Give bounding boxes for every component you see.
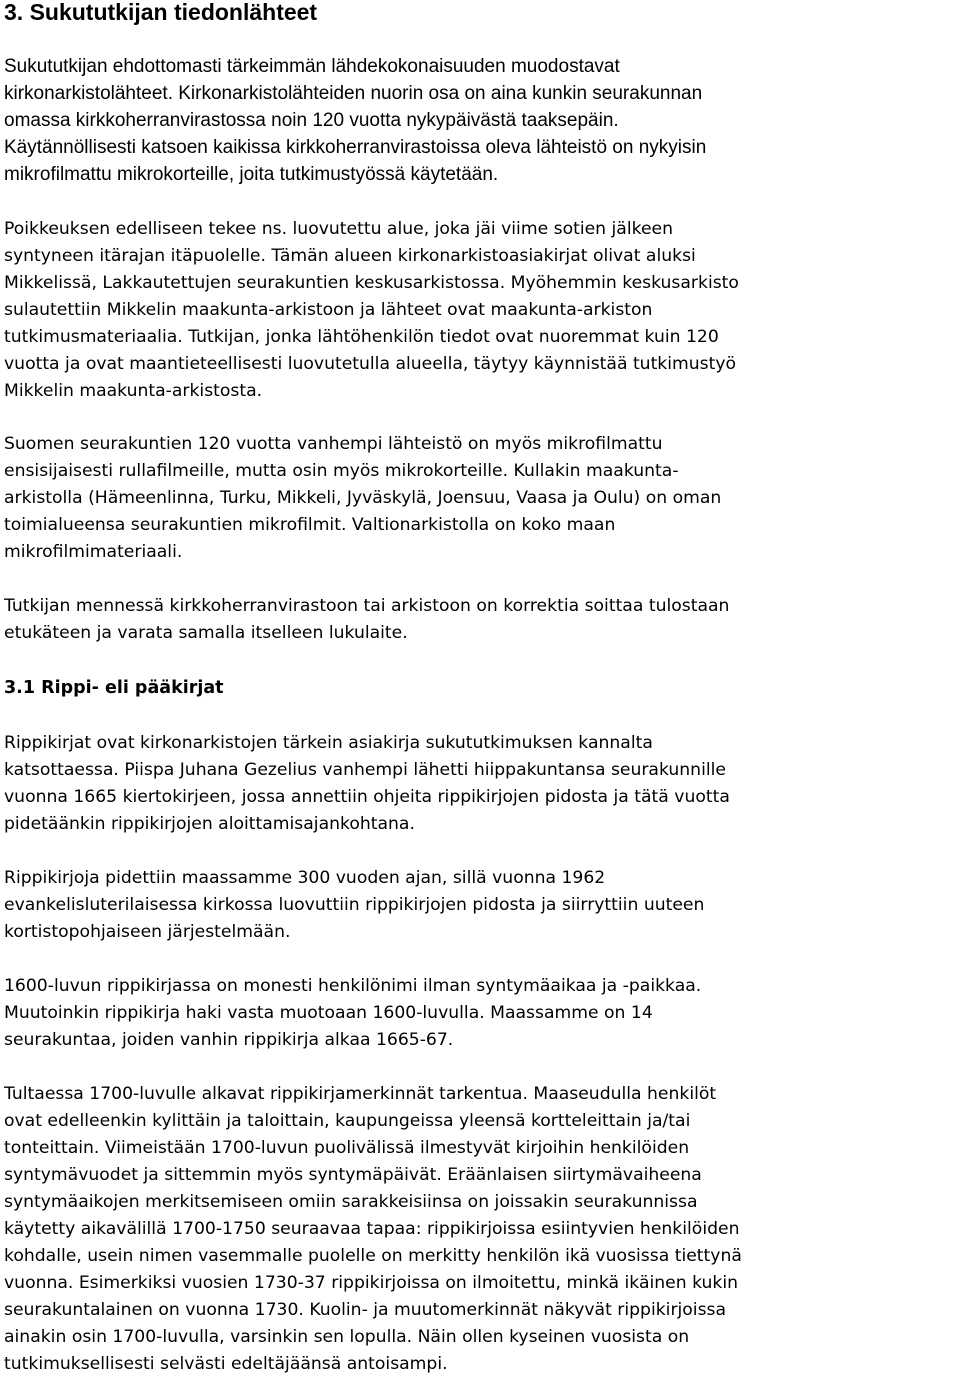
- text-line: 1600-luvun rippikirjassa on monesti henkilönimi ilman syntymäaikaa ja -paikkaa.: [4, 976, 702, 996]
- paragraph-1700s: [4, 1081, 742, 1378]
- text-line: seurakuntaa, joiden vanhin rippikirja alkaa 1665-67.: [4, 1030, 454, 1050]
- text-line: Käytännöllisesti katsoen kaikissa kirkkoherranvirastoissa oleva lähteistö on nykyisin: [4, 137, 707, 158]
- text-line: käytetty aikavälillä 1700-1750 seuraavaa tapaa: rippikirjoissa esiintyvien henkilöiden: [4, 1219, 740, 1239]
- text-line: syntymäaikojen merkitsemiseen omiin sarakkeisiinsa on joissakin seurakunnissa: [4, 1192, 698, 1212]
- text-line: Muutoinkin rippikirja haki vasta muotoaan 1600-luvulla. Maassamme on 14: [4, 1003, 653, 1023]
- text-line: syntyneen itärajan itäpuolelle. Tämän alueen kirkonarkistoasiakirjat olivat aluksi: [4, 246, 696, 266]
- text-line: etukäteen ja varata samalla itselleen lukulaite.: [4, 623, 408, 643]
- section-heading: [4, 0, 317, 26]
- text-line: Tultaessa 1700-luvulle alkavat rippikirjamerkinnät tarkentua. Maaseudulla henkilöt: [4, 1084, 717, 1104]
- text-line: vuotta ja ovat maantieteellisesti luovutetulla alueella, täytyy käynnistää tutkimustyö: [4, 354, 737, 374]
- text-line: kortistopohjaiseen järjestelmään.: [4, 922, 291, 942]
- text-line: Mikkelin maakunta-arkistosta.: [4, 381, 263, 401]
- paragraph-intro: [4, 53, 706, 188]
- text-line: ovat edelleenkin kylittäin ja taloittain, kaupungeissa yleensä kortteleittain ja/tai: [4, 1111, 691, 1131]
- text-line: toimialueensa seurakuntien mikrofilmit. Valtionarkistolla on koko maan: [4, 515, 616, 535]
- text-line: arkistolla (Hämeenlinna, Turku, Mikkeli, Jyväskylä, Joensuu, Vaasa ja Oulu) on oman: [4, 488, 722, 508]
- text-line: Mikkelissä, Lakkautettujen seurakuntien keskusarkistossa. Myöhemmin keskusarkisto: [4, 273, 739, 293]
- text-line: seurakuntalainen on vuonna 1730. Kuolin- ja muutomerkinnät näkyvät rippikirjoissa: [4, 1300, 727, 1320]
- subsection-heading-text: 3.1 Rippi- eli pääkirjat: [4, 678, 224, 698]
- text-line: tutkimusmateriaalia. Tutkijan, jonka lähtöhenkilön tiedot ovat nuoremmat kuin 120: [4, 327, 719, 347]
- text-line: vuonna. Esimerkiksi vuosien 1730-37 rippikirjoissa on ilmoitettu, minkä ikäinen kukin: [4, 1273, 739, 1293]
- text-line: Rippikirjoja pidettiin maassamme 300 vuoden ajan, sillä vuonna 1962: [4, 868, 606, 888]
- paragraph-1600s: [4, 973, 701, 1054]
- paragraph-ceded-area: [4, 216, 739, 405]
- text-line: Sukututkijan ehdottomasti tärkeimmän lähdekokonaisuuden muodostavat: [4, 56, 620, 77]
- text-line: katsottaessa. Piispa Juhana Gezelius vanhempi lähetti hiippakuntansa seurakunnille: [4, 760, 726, 780]
- text-line: sulautettiin Mikkelin maakunta-arkistoon ja lähteet ovat maakunta-arkiston: [4, 300, 653, 320]
- text-line: mikrofilmattu mikrokorteille, joita tutkimustyössä käytetään.: [4, 164, 499, 185]
- text-line: tutkimuksellisesti selvästi edeltäjäänsä antoisampi.: [4, 1354, 448, 1374]
- text-line: mikrofilmimateriaali.: [4, 542, 183, 562]
- text-line: vuonna 1665 kiertokirjeen, jossa annettiin ohjeita rippikirjojen pidosta ja tätä vuotta: [4, 787, 730, 807]
- text-line: Rippikirjat ovat kirkonarkistojen tärkein asiakirja sukututkimuksen kannalta: [4, 733, 653, 753]
- section-heading-text: 3. Sukututkijan tiedonlähteet: [4, 0, 318, 25]
- text-line: ainakin osin 1700-luvulla, varsinkin sen lopulla. Näin ollen kyseinen vuosista on: [4, 1327, 690, 1347]
- text-line: Suomen seurakuntien 120 vuotta vanhempi lähteistö on myös mikrofilmattu: [4, 434, 663, 454]
- text-line: syntymävuodet ja sittemmin myös syntymäpäivät. Eräänlaisen siirtymävaiheena: [4, 1165, 702, 1185]
- text-line: Poikkeuksen edelliseen tekee ns. luovutettu alue, joka jäi viime sotien jälkeen: [4, 219, 673, 239]
- text-line: kohdalle, usein nimen vasemmalle puolelle on merkitty henkilön ikä vuosissa tiettynä: [4, 1246, 742, 1266]
- text-line: omassa kirkkoherranvirastossa noin 120 vuotta nykypäivästä taaksepäin.: [4, 110, 619, 131]
- text-line: Tutkijan mennessä kirkkoherranvirastoon tai arkistoon on korrektia soittaa tulostaan: [4, 596, 730, 616]
- text-line: tonteittain. Viimeistään 1700-luvun puolivälissä ilmestyvät kirjoihin henkilöiden: [4, 1138, 690, 1158]
- paragraph-microfilm: [4, 431, 721, 566]
- subsection-heading: [4, 675, 224, 702]
- text-line: pidetäänkin rippikirjojen aloittamisajankohtana.: [4, 814, 415, 834]
- text-line: evankelisluterilaisessa kirkossa luovuttiin rippikirjojen pidosta ja siirryttiin uuteen: [4, 895, 705, 915]
- paragraph-visiting: [4, 593, 729, 647]
- text-line: ensisijaisesti rullafilmeille, mutta osin myös mikrokorteille. Kullakin maakunta-: [4, 461, 679, 481]
- paragraph-300-years: [4, 865, 704, 946]
- paragraph-rippikirjat: [4, 730, 730, 838]
- text-line: kirkonarkistolähteet. Kirkonarkistolähteiden nuorin osa on aina kunkin seurakunnan: [4, 83, 703, 104]
